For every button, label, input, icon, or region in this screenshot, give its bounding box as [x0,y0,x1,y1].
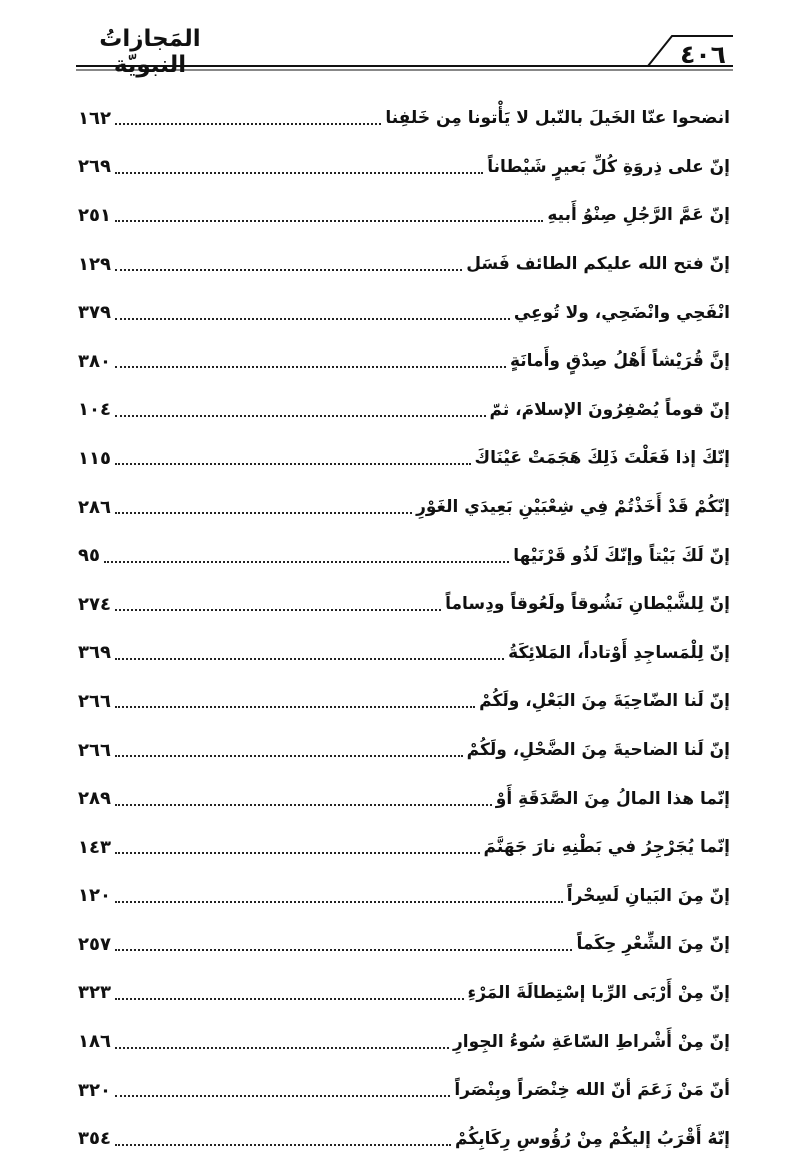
dot-leader [115,123,381,125]
dot-leader [115,804,492,806]
index-entry [78,580,730,629]
index-entry [78,872,730,921]
entry-text: إنّكَ إذا فَعَلْتَ ذَلِكَ هَجَمَتْ عَيْنَاكَ [474,448,730,469]
entry-text: إنّ لَكَ بَيْتاً وإنّكَ لَذُو قَرْنَيْها [513,545,730,566]
index-entry [78,774,730,823]
entry-text: إنّهُ أَقْرَبُ إليكُمْ مِنْ رُؤُوسِ رِكَابِكُمْ [455,1128,730,1149]
index-entry [78,94,730,143]
entry-text: انضحوا عنّا الخَيلَ بالنّبل لا يَأْتونا مِن خَلفِنا [385,108,730,129]
dot-leader [115,949,573,951]
entry-page-number: ١٨٦ [78,1031,111,1053]
entry-text: إنّما هذا المالُ مِنَ الصَّدَقَةِ أَوْ [495,788,730,809]
entry-text: إنَّ قُرَيْشاً أَهْلُ صِدْقٍ وأَمانَةٍ [509,351,730,372]
entry-page-number: ٢٦٦ [78,739,111,761]
index-entry [78,143,730,192]
dot-leader [115,755,463,757]
entry-text: إنّ لَنا الضّاحِيَةَ مِنَ البَعْلِ، ولَكُمْ [479,691,730,712]
index-entry [78,969,730,1018]
index-entry [78,531,730,580]
book-title: المَجازاتُ النبويّة [99,26,201,78]
entry-text: إنّ على ذِروَةِ كُلِّ بَعيرٍ شَيْطاناً [487,156,730,177]
index-entry [78,629,730,678]
dot-leader [115,512,412,514]
page-header [0,0,812,80]
entry-text: إنّ مِنَ الشِّعْرِ حِكَماً [576,934,730,955]
entry-page-number: ١٤٣ [78,836,111,858]
dot-leader [115,318,510,320]
entry-text: إنّ لِلشَّيْطانِ نَشُوقاً ولَعُوقاً ودِساماً [445,594,730,615]
entry-text: إنّ مِنْ أَرْبَى الرِّبا إسْتِطالَةَ المَرْءِ [467,982,730,1003]
entry-page-number: ٢٦٦ [78,690,111,712]
entry-page-number: ١١٥ [78,447,111,469]
entry-text: إنّ عَمَّ الرَّجُلِ صِنْوُ أَبيهِ [547,205,730,226]
entry-text: إنّ لَنا الضاحيةَ مِنَ الضَّحْلِ، ولَكُمْ [466,740,730,761]
dot-leader [115,269,462,271]
index-entry [78,1066,730,1115]
index-entry [78,726,730,775]
entry-text: إنّما يُجَرْجِرُ في بَطْنِهِ نارَ جَهَنَّمَ [483,837,730,858]
index-entry [78,1017,730,1066]
entry-page-number: ١٠٤ [78,399,111,421]
dot-leader [115,463,471,465]
index-entry [78,1114,730,1163]
page-number: ٤٠٦ [680,40,726,69]
dot-leader [115,706,475,708]
index-entry [78,288,730,337]
entry-page-number: ٣٦٩ [78,642,111,664]
entry-page-number: ٣٧٩ [78,302,111,324]
index-entry [78,483,730,532]
entry-page-number: ١٢٩ [78,253,111,275]
index-entry [78,920,730,969]
entry-page-number: ٩٥ [78,545,100,567]
entry-page-number: ٣٢٠ [78,1079,111,1101]
entry-text: إنّ قوماً يُصْفِرُونَ الإسلامَ، ثمّ [489,399,730,420]
entry-page-number: ٢٦٩ [78,156,111,178]
index-entry [78,386,730,435]
index-entry [78,677,730,726]
dot-leader [115,1095,450,1097]
entry-text: إنّ مِنْ أَشْراطِ السّاعَةِ سُوءُ الجِوارِ [453,1031,730,1052]
dot-leader [115,998,464,1000]
entry-page-number: ٢٨٩ [78,788,111,810]
index-entry [78,823,730,872]
entry-page-number: ٣٨٠ [78,350,111,372]
entry-page-number: ١٦٢ [78,107,111,129]
index-entry [78,337,730,386]
index-entry [78,191,730,240]
entry-page-number: ٢٥١ [78,204,111,226]
dot-leader [104,561,509,563]
index-entry [78,240,730,289]
dot-leader [115,658,504,660]
dot-leader [115,366,506,368]
entry-page-number: ١٢٠ [78,885,111,907]
entry-text: إنّ لِلْمَساجِدِ أَوْتاداً، المَلائِكَةُ [508,642,730,663]
entry-text: إنّكُمْ قَدْ أَخَذْتُمْ فِي شِعْبَيْنِ بَعِيدَي الغَوْرِ [416,497,730,518]
dot-leader [115,1144,451,1146]
entry-page-number: ٢٨٦ [78,496,111,518]
index-entry [78,434,730,483]
dot-leader [115,852,480,854]
entry-page-number: ٣٥٤ [78,1128,111,1150]
dot-leader [115,220,543,222]
index-list [78,94,730,1163]
entry-text: انْفَحِي وانْضَحِي، ولا تُوعِي [513,302,730,323]
dot-leader [115,1047,449,1049]
entry-page-number: ٣٢٣ [78,982,111,1004]
entry-page-number: ٢٥٧ [78,933,111,955]
dot-leader [115,415,486,417]
entry-page-number: ٢٧٤ [78,593,111,615]
entry-text: إنّ مِنَ البَيانِ لَسِحْراً [566,885,730,906]
entry-text: إنّ فتح الله عليكم الطائف فَسَل [466,254,730,275]
dot-leader [115,901,563,903]
entry-text: أنّ مَنْ زَعَمَ أنّ الله خِنْصَراً وبِنْصَراً [454,1080,730,1101]
dot-leader [115,172,483,174]
dot-leader [115,609,441,611]
